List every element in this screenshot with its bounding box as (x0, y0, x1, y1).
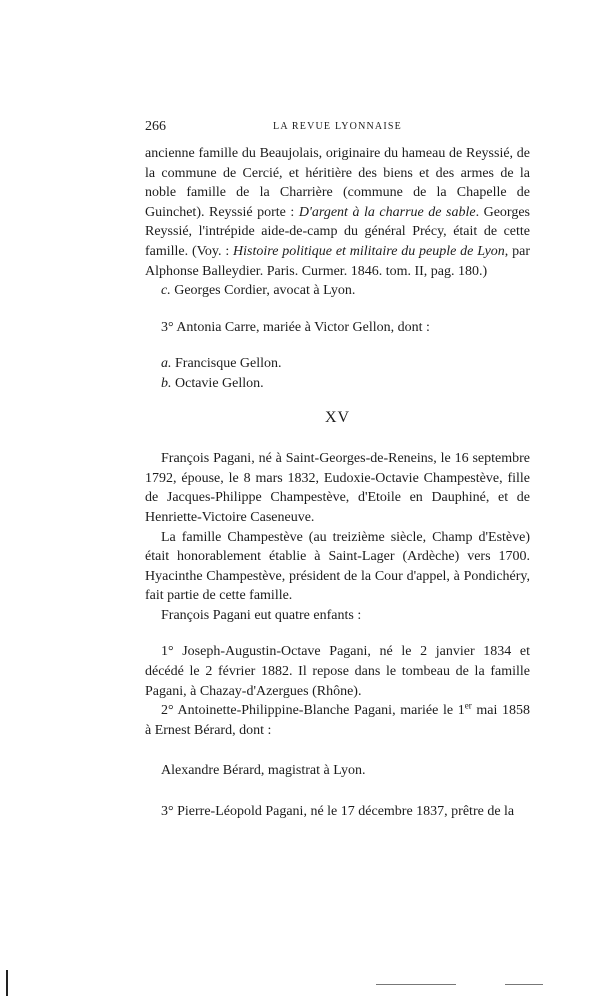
paragraph-reyssie (145, 144, 530, 281)
item-text: Octavie Gellon. (171, 375, 264, 391)
paragraph-text: ancienne famille du Beaujolais, originaire du hameau de Reyssié, de la commune de Cercié, et héritière des biens et des armes de la noble famille de la Charrière (commune de la Chapelle de Guinchet). Reyssié porte : (145, 146, 530, 220)
list-item-a (145, 354, 530, 374)
scan-artifact-line (376, 984, 456, 985)
page-header (145, 119, 530, 139)
section-heading: XV (324, 408, 351, 426)
scan-artifact-line (505, 984, 543, 985)
item-text: Francisque Gellon. (171, 356, 282, 372)
paragraph-text: , par Alphonse Balleydier. Paris. Curmer. 1846. tom. II, pag. 180.) (145, 243, 530, 279)
superscript-ordinal: er (464, 700, 472, 711)
paragraph-champesteve: La famille Champestève (au treizième siècle, Champ d'Estève) était honorablement établie à Saint-Lager (Ardèche) vers 1700. Hyacinthe Champestève, président de la Cour d'appel, à Pondichéry, fait partie de cette famille. (145, 529, 530, 604)
running-title: LA REVUE LYONNAISE (273, 121, 402, 132)
item-label: b. (161, 375, 172, 391)
list-item-b (145, 374, 530, 394)
paragraph-child-3: 3° Pierre-Léopold Pagani, né le 17 décembre 1837, prêtre de la (161, 804, 515, 820)
paragraph-alexandre: Alexandre Bérard, magistrat à Lyon. (161, 763, 366, 779)
item-label: a. (161, 356, 172, 372)
paragraph-four-children: François Pagani eut quatre enfants : (161, 607, 362, 623)
scan-margin-mark (6, 970, 8, 996)
item-label: c. (161, 283, 171, 299)
paragraph-child-1: 1° Joseph-Augustin-Octave Pagani, né le 2 janvier 1834 et décédé le 2 février 1882. Il repose dans le tombeau de la famille Pagani, à Chazay-d'Azergues (Rhône). (145, 644, 530, 699)
paragraph-text: . Georges Reyssié, l'intrépide aide-de-camp du général Précy, était de cette famille. (Voy. : (145, 204, 531, 259)
body-text (145, 144, 530, 822)
item-text: Georges Cordier, avocat à Lyon. (170, 283, 356, 299)
page-number: 266 (145, 119, 166, 134)
italic-book-title: Histoire politique et militaire du peuple de Lyon (233, 243, 505, 259)
italic-blazon: D'argent à la charrue de sable (298, 204, 476, 220)
paragraph-francois-pagani: François Pagani, né à Saint-Georges-de-Reneins, le 16 septembre 1792, épouse, le 8 mars 1832, Eudoxie-Octavie Champestève, fille de Jacques-Philippe Champestève, d'Etoile en Dauphiné, et de Henriette-Victoire Caseneuve. (145, 451, 530, 525)
paragraph-antonia: 3° Antonia Carre, mariée à Victor Gellon, dont : (161, 319, 430, 335)
paragraph-text: 2° Antoinette-Philippine-Blanche Pagani, mariée le 1 (161, 703, 465, 719)
paragraph-text: mai 1858 à Ernest Bérard, dont : (145, 703, 530, 738)
list-item-c (145, 281, 530, 301)
paragraph-child-2 (145, 701, 530, 740)
